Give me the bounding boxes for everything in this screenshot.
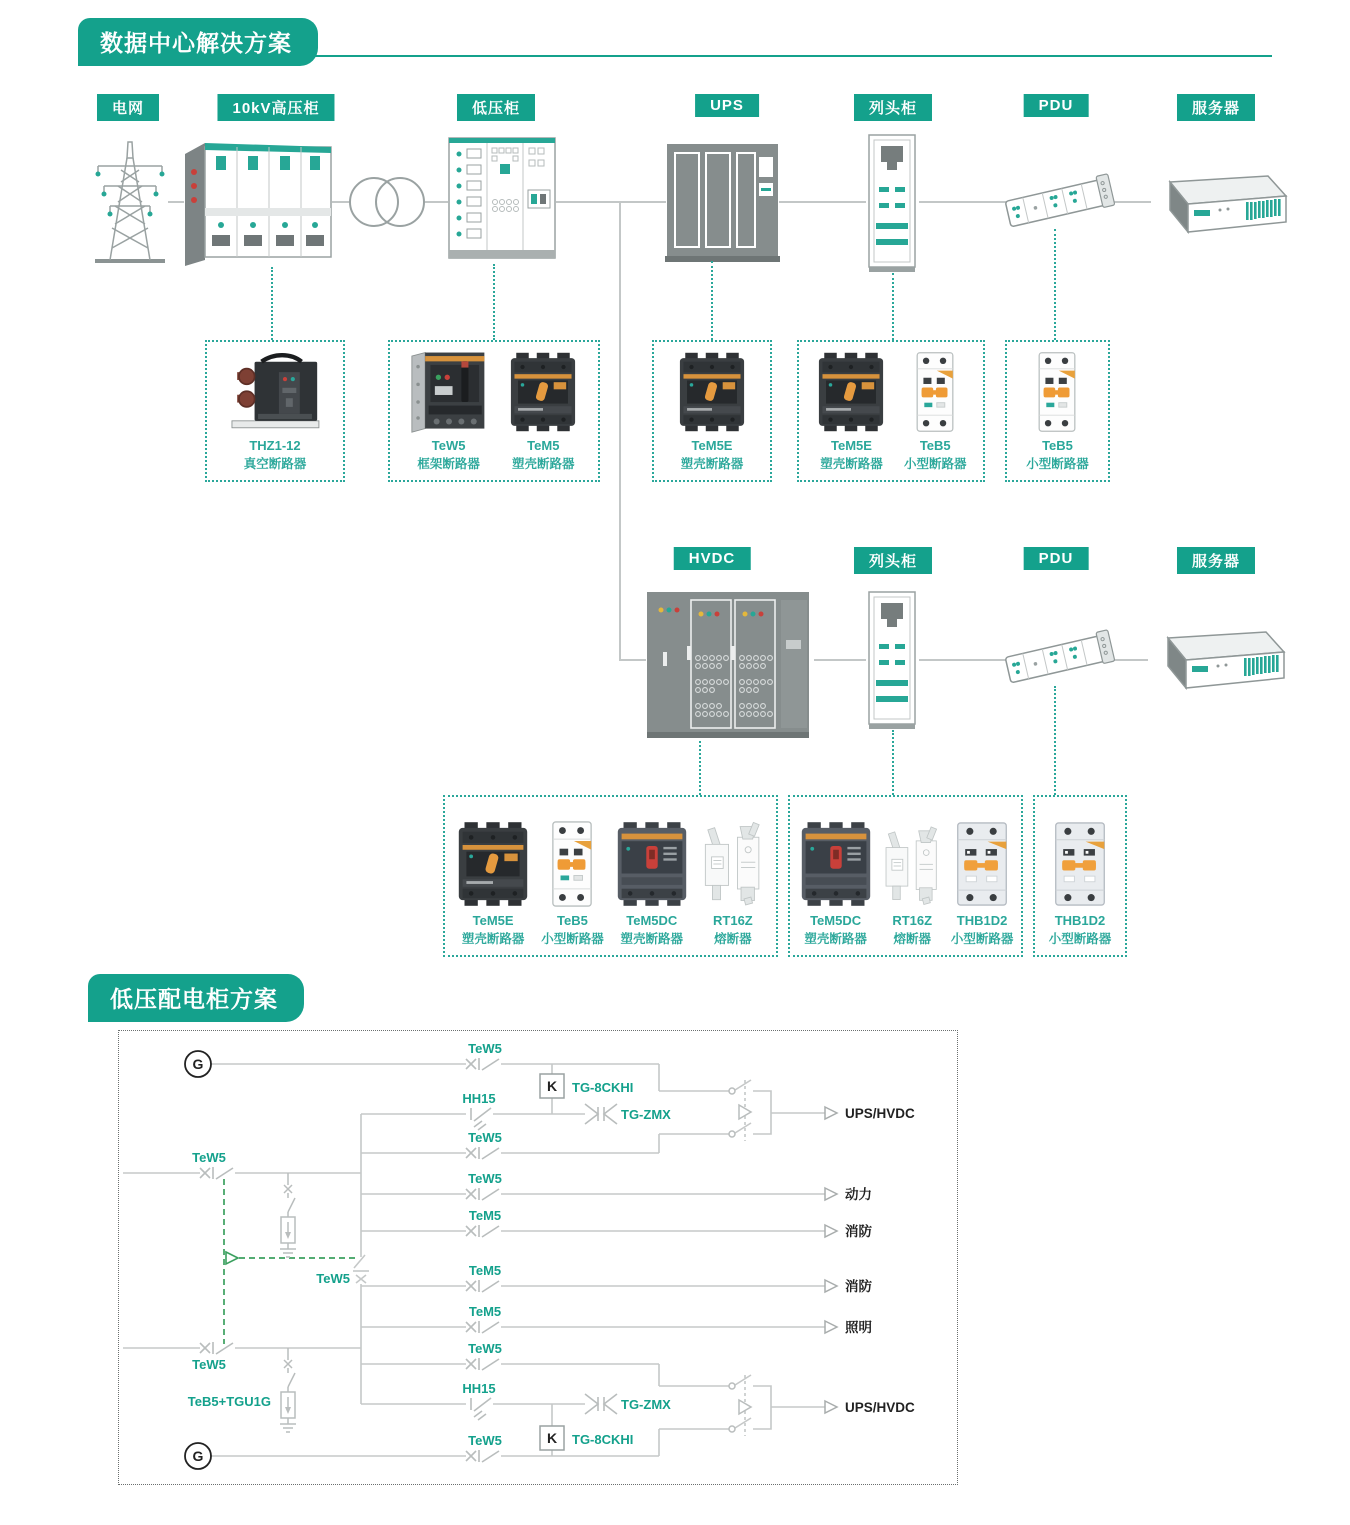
- dotted-connector: [699, 741, 701, 795]
- product-box-ups: [652, 340, 772, 482]
- product-item: [541, 820, 604, 947]
- label-contactor-model-top: TG-8CKHI: [572, 1080, 634, 1095]
- molded-case-breaker-image: [455, 820, 531, 908]
- product-box-head1: [797, 340, 985, 482]
- product-type: 小型断路器: [950, 932, 1014, 946]
- product-type: 塑壳断路器: [804, 932, 867, 946]
- wire: [556, 201, 666, 203]
- node-label-grid: 电网: [97, 94, 159, 121]
- label-fuse-top: HH15: [462, 1091, 496, 1106]
- output-ups-hvdc-top: UPS/HVDC: [845, 1106, 915, 1121]
- molded-case-breaker-image: [815, 351, 887, 433]
- output-lighting: 照明: [845, 1320, 872, 1335]
- product-item: [798, 820, 874, 947]
- wire: [814, 659, 866, 661]
- pdu-strip-illustration: [1001, 168, 1120, 238]
- output-fire1: 消防: [845, 1224, 872, 1239]
- product-box-head2: [788, 795, 1023, 957]
- din-miniature-breaker-image: [954, 820, 1010, 908]
- contactor-letter: K: [546, 1430, 558, 1446]
- product-model: TeB5: [1042, 438, 1073, 453]
- node-label-head2: 列头柜: [854, 547, 932, 574]
- node-label-pdu1: PDU: [1024, 94, 1089, 117]
- label-feeder3: TeM5: [468, 1263, 502, 1278]
- product-box-lv: [388, 340, 600, 482]
- wire: [619, 659, 646, 661]
- generator-letter: G: [192, 1448, 204, 1464]
- product-type: 小型断路器: [903, 457, 967, 471]
- product-model: THB1D2: [956, 913, 1008, 928]
- server-illustration: [1148, 628, 1288, 694]
- product-type: 小型断路器: [541, 932, 604, 946]
- product-type: 塑壳断路器: [820, 457, 883, 471]
- product-item: [881, 824, 943, 947]
- section-title-datacenter: 数据中心解决方案: [78, 18, 318, 66]
- fuse-image: [700, 820, 766, 908]
- product-model: TeB5: [919, 438, 951, 453]
- product-type: 熔断器: [893, 932, 931, 946]
- air-frame-breaker-image: [409, 349, 489, 433]
- miniature-breaker-image: [1033, 351, 1081, 433]
- label-fuse-bottom: HH15: [462, 1381, 496, 1396]
- label-surge-protection: TeB5+TGU1G: [187, 1394, 271, 1409]
- wire: [424, 201, 448, 203]
- product-model: TeW5: [431, 438, 466, 453]
- row-head-cabinet-illustration: [865, 590, 920, 730]
- transformer-symbol: [348, 176, 426, 228]
- miniature-breaker-image: [911, 351, 959, 433]
- label-incomer-bottom: TeW5: [192, 1357, 226, 1372]
- miniature-breaker-image: [547, 820, 597, 908]
- node-label-pdu2: PDU: [1024, 547, 1089, 570]
- label-gen-breaker-bottom: TeW5: [468, 1433, 502, 1448]
- product-model: RT16Z: [713, 913, 753, 928]
- grid-tower-illustration: [90, 130, 170, 265]
- product-type: 真空断路器: [243, 457, 307, 471]
- label-feeder2: TeM5: [468, 1208, 502, 1223]
- product-type: 塑壳断路器: [680, 457, 744, 471]
- node-label-server2: 服务器: [1177, 547, 1255, 574]
- dotted-connector: [892, 273, 894, 340]
- node-label-ups: UPS: [695, 94, 759, 117]
- product-item: [951, 820, 1014, 947]
- product-model: RT16Z: [892, 913, 933, 928]
- dotted-connector: [1054, 686, 1056, 795]
- label-incomer-top: TeW5: [192, 1150, 226, 1165]
- wire: [779, 201, 866, 203]
- node-label-head1: 列头柜: [854, 94, 932, 121]
- product-model: TeM5E: [691, 438, 733, 453]
- node-label-10kv: 10kV高压柜: [217, 94, 334, 121]
- label-feeder1: TeW5: [468, 1171, 502, 1186]
- fuse-image: [881, 824, 943, 908]
- molded-case-breaker-image: [507, 351, 579, 433]
- product-item: [409, 349, 489, 472]
- generator-letter: G: [192, 1056, 204, 1072]
- section-title-lv-panel: 低压配电柜方案: [88, 974, 304, 1022]
- dotted-connector: [271, 267, 273, 340]
- product-model: TeM5DC: [810, 913, 862, 928]
- dc-molded-case-breaker-image: [614, 820, 690, 908]
- interlock-triangle: [226, 1252, 238, 1264]
- pdu-strip-illustration: [1001, 624, 1120, 694]
- product-type: 小型断路器: [1048, 932, 1112, 946]
- lv-panel-schematic: [119, 1031, 956, 1483]
- hvdc-cabinet-illustration: [645, 588, 815, 740]
- product-item: [455, 820, 531, 947]
- product-item: [904, 351, 967, 472]
- wire: [168, 201, 184, 203]
- label-ats-feeder-top: TeW5: [468, 1130, 502, 1145]
- wire-branch-hvdc: [619, 201, 621, 661]
- product-item: [1026, 351, 1089, 472]
- dotted-connector: [1054, 229, 1056, 340]
- ups-cabinet-illustration: [665, 140, 780, 262]
- product-item: [815, 351, 887, 472]
- product-box-pdu2: [1033, 795, 1127, 957]
- product-type: 塑壳断路器: [512, 457, 575, 471]
- product-box-hvdc: [443, 795, 778, 957]
- label-tie-breaker: TeW5: [316, 1271, 350, 1286]
- label-arrester-top: TG-ZMX: [621, 1107, 671, 1122]
- product-model: TeM5: [527, 438, 560, 453]
- vacuum-breaker-image: [225, 353, 325, 433]
- label-ats-feeder-bottom: TeW5: [468, 1341, 502, 1356]
- server-illustration: [1150, 172, 1290, 238]
- output-fire2: 消防: [845, 1279, 872, 1294]
- output-power: 动力: [845, 1187, 872, 1202]
- product-item: [676, 351, 748, 472]
- dotted-connector: [892, 730, 894, 795]
- din-miniature-breaker-image: [1052, 820, 1108, 908]
- product-item: [614, 820, 690, 947]
- molded-case-breaker-image: [676, 351, 748, 433]
- product-item: [1049, 820, 1112, 947]
- label-contactor-model-bottom: TG-8CKHI: [572, 1432, 634, 1447]
- product-type: 塑壳断路器: [461, 932, 525, 946]
- product-model: THZ1-12: [249, 438, 301, 453]
- node-label-lv: 低压柜: [457, 94, 535, 121]
- lv-panel-schematic-frame: [118, 1030, 958, 1485]
- product-model: TeM5E: [472, 913, 514, 928]
- label-feeder4: TeM5: [468, 1304, 502, 1319]
- contactor-letter: K: [546, 1078, 558, 1094]
- node-label-hvdc: HVDC: [674, 547, 751, 570]
- product-item: [700, 820, 766, 947]
- row-head-cabinet-illustration: [865, 133, 920, 273]
- label-gen-breaker-top: TeW5: [468, 1041, 502, 1056]
- dotted-connector: [711, 261, 713, 340]
- product-type: 框架断路器: [417, 457, 480, 471]
- node-label-server1: 服务器: [1177, 94, 1255, 121]
- dotted-connector: [493, 264, 495, 340]
- product-item: [507, 351, 579, 472]
- product-model: TeM5DC: [626, 913, 678, 928]
- product-type: 熔断器: [714, 932, 752, 946]
- product-box-hv: [205, 340, 345, 482]
- lv-switchgear-illustration: [447, 132, 557, 264]
- product-type: 塑壳断路器: [620, 932, 684, 946]
- product-box-pdu1: [1005, 340, 1110, 482]
- product-model: TeB5: [557, 913, 588, 928]
- product-model: TeM5E: [831, 438, 872, 453]
- label-arrester-bottom: TG-ZMX: [621, 1397, 671, 1412]
- product-type: 小型断路器: [1026, 457, 1089, 471]
- hv-switchgear-illustration: [183, 138, 333, 268]
- product-model: THB1D2: [1054, 913, 1106, 928]
- dc-molded-case-breaker-image: [798, 820, 874, 908]
- product-item: [225, 353, 325, 472]
- output-ups-hvdc-bottom: UPS/HVDC: [845, 1400, 915, 1415]
